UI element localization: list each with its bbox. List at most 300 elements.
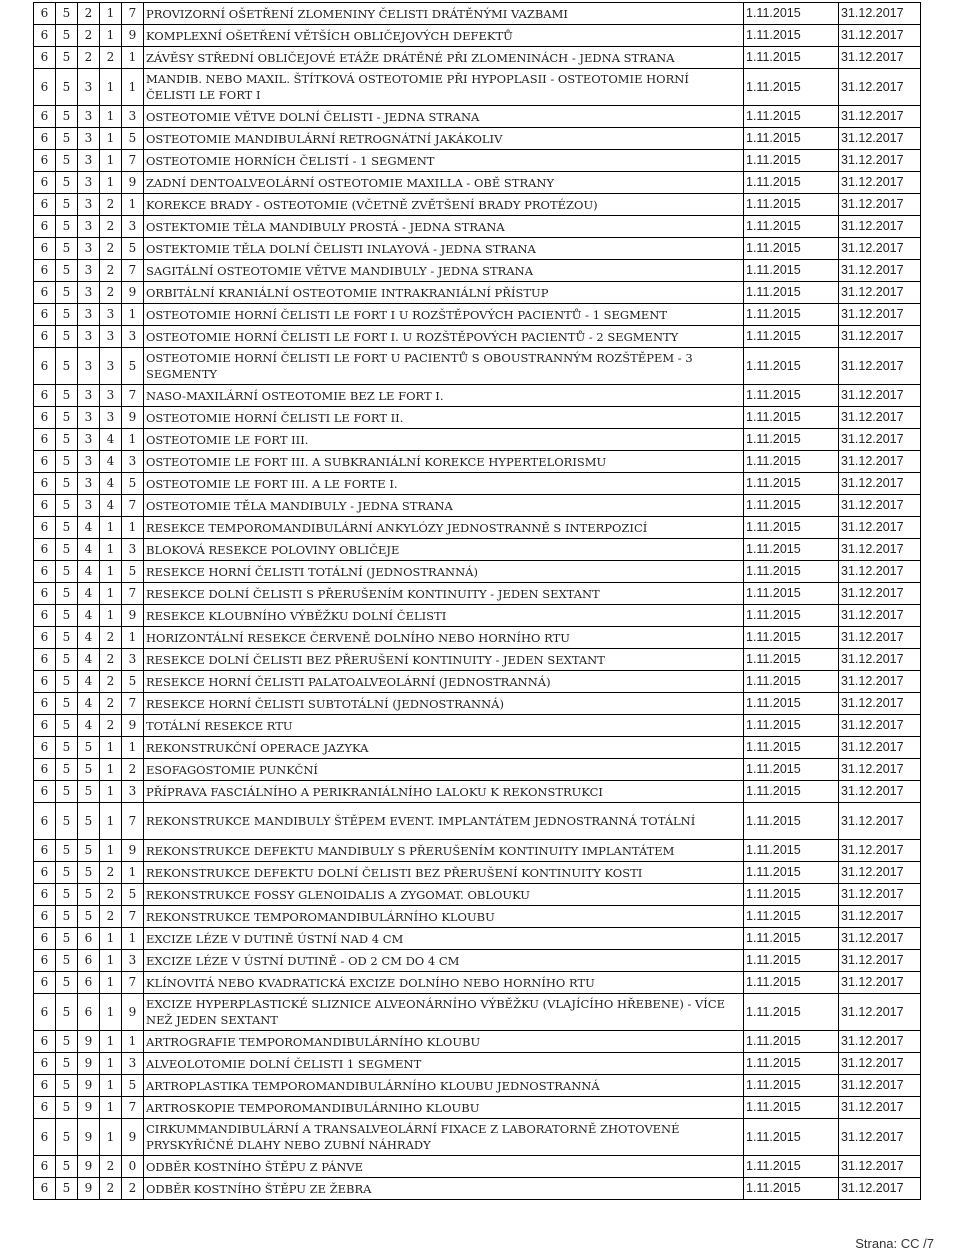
code-digit-cell: 7: [122, 385, 144, 407]
code-digit-cell: 3: [100, 385, 122, 407]
code-digit-cell: 1: [122, 69, 144, 106]
code-digit-cell: 6: [34, 517, 56, 539]
code-digit-cell: 3: [100, 348, 122, 385]
valid-from-cell: 1.11.2015: [744, 1031, 839, 1053]
table-row: [34, 605, 921, 627]
code-digit-cell: 5: [56, 260, 78, 282]
table-row: [34, 326, 921, 348]
code-digit-cell: 5: [78, 759, 100, 781]
table-row: [34, 781, 921, 803]
code-digit-cell: 6: [34, 216, 56, 238]
valid-to-cell: 31.12.2017: [839, 649, 921, 671]
code-digit-cell: 6: [34, 304, 56, 326]
code-digit-cell: 6: [78, 994, 100, 1031]
valid-to-cell: 31.12.2017: [839, 25, 921, 47]
code-digit-cell: 2: [100, 216, 122, 238]
code-digit-cell: 5: [56, 884, 78, 906]
valid-from-cell: 1.11.2015: [744, 260, 839, 282]
code-digit-cell: 5: [56, 407, 78, 429]
code-digit-cell: 5: [122, 1075, 144, 1097]
code-digit-cell: 7: [122, 693, 144, 715]
procedure-name-cell: OSTEOTOMIE LE FORT III.: [144, 429, 744, 451]
code-digit-cell: 3: [78, 216, 100, 238]
code-digit-cell: 9: [122, 282, 144, 304]
code-digit-cell: 3: [122, 326, 144, 348]
table-row: [34, 106, 921, 128]
code-digit-cell: 5: [78, 906, 100, 928]
valid-from-cell: 1.11.2015: [744, 649, 839, 671]
code-digit-cell: 5: [122, 671, 144, 693]
table-row: [34, 194, 921, 216]
code-digit-cell: 5: [56, 862, 78, 884]
code-digit-cell: 2: [100, 906, 122, 928]
code-digit-cell: 5: [56, 737, 78, 759]
valid-to-cell: 31.12.2017: [839, 407, 921, 429]
code-digit-cell: 6: [34, 561, 56, 583]
valid-to-cell: 31.12.2017: [839, 1178, 921, 1200]
code-digit-cell: 5: [56, 715, 78, 737]
procedure-name-cell: CIRKUMMANDIBULÁRNÍ A TRANSALVEOLÁRNÍ FIXACE Z LABORATORNĚ ZHOTOVENÉ PRYSKYŘIČNÉ DLAHY NEBO ZUBNÍ NÁHRADY: [144, 1119, 744, 1156]
procedure-name-cell: REKONSTRUKCE TEMPOROMANDIBULÁRNÍHO KLOUBU: [144, 906, 744, 928]
valid-to-cell: 31.12.2017: [839, 326, 921, 348]
code-digit-cell: 9: [122, 407, 144, 429]
code-digit-cell: 6: [34, 605, 56, 627]
code-digit-cell: 9: [78, 1119, 100, 1156]
valid-from-cell: 1.11.2015: [744, 150, 839, 172]
code-digit-cell: 1: [122, 627, 144, 649]
code-digit-cell: 4: [78, 605, 100, 627]
code-digit-cell: 3: [78, 260, 100, 282]
valid-from-cell: 1.11.2015: [744, 216, 839, 238]
valid-from-cell: 1.11.2015: [744, 605, 839, 627]
procedure-name-cell: PROVIZORNÍ OŠETŘENÍ ZLOMENINY ČELISTI DRÁTĚNÝMI VAZBAMI: [144, 3, 744, 25]
valid-from-cell: 1.11.2015: [744, 840, 839, 862]
code-digit-cell: 6: [34, 47, 56, 69]
procedure-name-cell: EXCIZE HYPERPLASTICKÉ SLIZNICE ALVEONÁRNÍHO VÝBĚŽKU (VLAJÍCÍHO HŘEBENE) - VÍCE NEŽ JEDEN SEXTANT: [144, 994, 744, 1031]
code-digit-cell: 1: [100, 928, 122, 950]
valid-from-cell: 1.11.2015: [744, 25, 839, 47]
code-digit-cell: 1: [100, 737, 122, 759]
code-digit-cell: 1: [100, 1031, 122, 1053]
procedure-name-cell: REKONSTRUKCE FOSSY GLENOIDALIS A ZYGOMAT. OBLOUKU: [144, 884, 744, 906]
code-digit-cell: 3: [78, 282, 100, 304]
table-row: [34, 495, 921, 517]
valid-from-cell: 1.11.2015: [744, 906, 839, 928]
procedure-name-cell: OSTEKTOMIE TĚLA DOLNÍ ČELISTI INLAYOVÁ - JEDNA STRANA: [144, 238, 744, 260]
code-digit-cell: 3: [100, 326, 122, 348]
code-digit-cell: 6: [34, 1075, 56, 1097]
code-digit-cell: 0: [122, 1156, 144, 1178]
valid-to-cell: 31.12.2017: [839, 1097, 921, 1119]
code-digit-cell: 7: [122, 583, 144, 605]
valid-to-cell: 31.12.2017: [839, 605, 921, 627]
table-row: [34, 25, 921, 47]
code-digit-cell: 6: [34, 840, 56, 862]
code-digit-cell: 1: [100, 25, 122, 47]
code-digit-cell: 5: [56, 950, 78, 972]
code-digit-cell: 2: [100, 862, 122, 884]
valid-to-cell: 31.12.2017: [839, 128, 921, 150]
code-digit-cell: 6: [34, 282, 56, 304]
table-row: [34, 429, 921, 451]
code-digit-cell: 1: [100, 172, 122, 194]
valid-from-cell: 1.11.2015: [744, 106, 839, 128]
valid-from-cell: 1.11.2015: [744, 803, 839, 840]
valid-to-cell: 31.12.2017: [839, 517, 921, 539]
code-digit-cell: 3: [122, 106, 144, 128]
code-digit-cell: 4: [100, 495, 122, 517]
valid-to-cell: 31.12.2017: [839, 906, 921, 928]
valid-to-cell: 31.12.2017: [839, 69, 921, 106]
code-digit-cell: 2: [122, 759, 144, 781]
table-row: [34, 282, 921, 304]
code-digit-cell: 6: [34, 539, 56, 561]
code-digit-cell: 4: [78, 583, 100, 605]
valid-to-cell: 31.12.2017: [839, 884, 921, 906]
table-row: [34, 840, 921, 862]
code-digit-cell: 6: [34, 172, 56, 194]
code-digit-cell: 3: [78, 128, 100, 150]
code-digit-cell: 6: [34, 803, 56, 840]
code-digit-cell: 6: [34, 260, 56, 282]
code-digit-cell: 3: [122, 649, 144, 671]
code-digit-cell: 6: [34, 1053, 56, 1075]
code-digit-cell: 4: [78, 627, 100, 649]
code-digit-cell: 2: [100, 238, 122, 260]
valid-to-cell: 31.12.2017: [839, 715, 921, 737]
code-digit-cell: 5: [122, 128, 144, 150]
procedure-name-cell: KOMPLEXNÍ OŠETŘENÍ VĚTŠÍCH OBLIČEJOVÝCH DEFEKTŮ: [144, 25, 744, 47]
code-digit-cell: 9: [122, 25, 144, 47]
valid-to-cell: 31.12.2017: [839, 3, 921, 25]
table-row: [34, 3, 921, 25]
valid-to-cell: 31.12.2017: [839, 282, 921, 304]
code-digit-cell: 9: [78, 1156, 100, 1178]
valid-from-cell: 1.11.2015: [744, 884, 839, 906]
code-digit-cell: 9: [122, 840, 144, 862]
procedure-name-cell: ORBITÁLNÍ KRANIÁLNÍ OSTEOTOMIE INTRAKRANIÁLNÍ PŘÍSTUP: [144, 282, 744, 304]
procedure-name-cell: OSTEOTOMIE HORNÍ ČELISTI LE FORT I. U ROZŠTĚPOVÝCH PACIENTŮ - 2 SEGMENTY: [144, 326, 744, 348]
procedure-name-cell: ESOFAGOSTOMIE PUNKČNÍ: [144, 759, 744, 781]
table-row: [34, 649, 921, 671]
code-digit-cell: 5: [56, 304, 78, 326]
code-digit-cell: 6: [34, 326, 56, 348]
valid-to-cell: 31.12.2017: [839, 561, 921, 583]
code-digit-cell: 3: [78, 429, 100, 451]
code-digit-cell: 4: [100, 451, 122, 473]
valid-from-cell: 1.11.2015: [744, 348, 839, 385]
code-digit-cell: 5: [78, 862, 100, 884]
code-digit-cell: 1: [122, 517, 144, 539]
code-digit-cell: 6: [34, 69, 56, 106]
code-digit-cell: 3: [78, 451, 100, 473]
code-digit-cell: 6: [34, 451, 56, 473]
table-row: [34, 1053, 921, 1075]
code-digit-cell: 3: [122, 1053, 144, 1075]
code-digit-cell: 3: [122, 451, 144, 473]
valid-to-cell: 31.12.2017: [839, 304, 921, 326]
procedure-name-cell: OSTEOTOMIE TĚLA MANDIBULY - JEDNA STRANA: [144, 495, 744, 517]
valid-to-cell: 31.12.2017: [839, 1156, 921, 1178]
code-digit-cell: 7: [122, 260, 144, 282]
code-digit-cell: 7: [122, 972, 144, 994]
code-digit-cell: 5: [56, 451, 78, 473]
valid-to-cell: 31.12.2017: [839, 216, 921, 238]
code-digit-cell: 6: [34, 1178, 56, 1200]
code-digit-cell: 6: [34, 906, 56, 928]
code-digit-cell: 2: [122, 1178, 144, 1200]
valid-to-cell: 31.12.2017: [839, 840, 921, 862]
valid-from-cell: 1.11.2015: [744, 385, 839, 407]
table-row: [34, 715, 921, 737]
code-digit-cell: 2: [100, 671, 122, 693]
valid-to-cell: 31.12.2017: [839, 473, 921, 495]
valid-from-cell: 1.11.2015: [744, 1075, 839, 1097]
code-digit-cell: 5: [56, 906, 78, 928]
valid-from-cell: 1.11.2015: [744, 759, 839, 781]
valid-to-cell: 31.12.2017: [839, 150, 921, 172]
code-digit-cell: 4: [100, 429, 122, 451]
code-digit-cell: 6: [34, 194, 56, 216]
code-digit-cell: 6: [34, 737, 56, 759]
procedure-name-cell: RESEKCE TEMPOROMANDIBULÁRNÍ ANKYLÓZY JEDNOSTRANNĚ S INTERPOZICÍ: [144, 517, 744, 539]
code-digit-cell: 9: [122, 994, 144, 1031]
procedure-name-cell: EXCIZE LÉZE V DUTINĚ ÚSTNÍ NAD 4 CM: [144, 928, 744, 950]
code-digit-cell: 6: [34, 495, 56, 517]
procedure-name-cell: REKONSTRUKCE DEFEKTU DOLNÍ ČELISTI BEZ PŘERUŠENÍ KONTINUITY KOSTI: [144, 862, 744, 884]
code-digit-cell: 1: [100, 106, 122, 128]
code-digit-cell: 7: [122, 150, 144, 172]
code-digit-cell: 4: [78, 539, 100, 561]
code-digit-cell: 7: [122, 803, 144, 840]
code-digit-cell: 7: [122, 906, 144, 928]
valid-to-cell: 31.12.2017: [839, 451, 921, 473]
code-digit-cell: 5: [56, 671, 78, 693]
procedure-name-cell: OSTEOTOMIE HORNÍ ČELISTI LE FORT I U ROZŠTĚPOVÝCH PACIENTŮ - 1 SEGMENT: [144, 304, 744, 326]
code-digit-cell: 9: [122, 1119, 144, 1156]
code-digit-cell: 5: [56, 429, 78, 451]
table-row: [34, 972, 921, 994]
code-digit-cell: 5: [56, 473, 78, 495]
valid-from-cell: 1.11.2015: [744, 928, 839, 950]
code-digit-cell: 6: [34, 627, 56, 649]
valid-from-cell: 1.11.2015: [744, 517, 839, 539]
code-digit-cell: 5: [56, 583, 78, 605]
procedure-name-cell: ARTROPLASTIKA TEMPOROMANDIBULÁRNÍHO KLOUBU JEDNOSTRANNÁ: [144, 1075, 744, 1097]
valid-from-cell: 1.11.2015: [744, 1178, 839, 1200]
procedure-table-body: [34, 3, 921, 1200]
code-digit-cell: 1: [100, 1119, 122, 1156]
valid-to-cell: 31.12.2017: [839, 539, 921, 561]
code-digit-cell: 3: [100, 407, 122, 429]
code-digit-cell: 9: [122, 715, 144, 737]
valid-from-cell: 1.11.2015: [744, 326, 839, 348]
table-row: [34, 451, 921, 473]
code-digit-cell: 5: [78, 781, 100, 803]
valid-to-cell: 31.12.2017: [839, 260, 921, 282]
table-row: [34, 884, 921, 906]
code-digit-cell: 1: [122, 47, 144, 69]
table-row: [34, 348, 921, 385]
valid-from-cell: 1.11.2015: [744, 1119, 839, 1156]
valid-to-cell: 31.12.2017: [839, 928, 921, 950]
table-row: [34, 1075, 921, 1097]
code-digit-cell: 6: [34, 1156, 56, 1178]
code-digit-cell: 6: [34, 1031, 56, 1053]
valid-from-cell: 1.11.2015: [744, 693, 839, 715]
code-digit-cell: 2: [78, 25, 100, 47]
procedure-name-cell: RESEKCE HORNÍ ČELISTI TOTÁLNÍ (JEDNOSTRANNÁ): [144, 561, 744, 583]
code-digit-cell: 2: [100, 47, 122, 69]
valid-from-cell: 1.11.2015: [744, 561, 839, 583]
code-digit-cell: 5: [56, 150, 78, 172]
code-digit-cell: 5: [56, 282, 78, 304]
code-digit-cell: 2: [100, 627, 122, 649]
code-digit-cell: 3: [78, 348, 100, 385]
code-digit-cell: 9: [78, 1031, 100, 1053]
procedure-name-cell: RESEKCE HORNÍ ČELISTI SUBTOTÁLNÍ (JEDNOSTRANNÁ): [144, 693, 744, 715]
code-digit-cell: 5: [56, 693, 78, 715]
code-digit-cell: 9: [78, 1053, 100, 1075]
table-row: [34, 385, 921, 407]
valid-from-cell: 1.11.2015: [744, 539, 839, 561]
procedure-name-cell: OSTEOTOMIE HORNÍ ČELISTI LE FORT II.: [144, 407, 744, 429]
valid-to-cell: 31.12.2017: [839, 737, 921, 759]
procedure-name-cell: OSTEOTOMIE VĚTVE DOLNÍ ČELISTI - JEDNA STRANA: [144, 106, 744, 128]
code-digit-cell: 1: [122, 862, 144, 884]
code-digit-cell: 3: [78, 150, 100, 172]
code-digit-cell: 6: [34, 950, 56, 972]
code-digit-cell: 6: [34, 781, 56, 803]
code-digit-cell: 6: [34, 649, 56, 671]
code-digit-cell: 4: [78, 561, 100, 583]
code-digit-cell: 2: [100, 649, 122, 671]
code-digit-cell: 9: [78, 1075, 100, 1097]
table-row: [34, 473, 921, 495]
valid-from-cell: 1.11.2015: [744, 737, 839, 759]
valid-to-cell: 31.12.2017: [839, 803, 921, 840]
code-digit-cell: 6: [34, 348, 56, 385]
code-digit-cell: 1: [100, 972, 122, 994]
code-digit-cell: 5: [56, 840, 78, 862]
code-digit-cell: 5: [56, 69, 78, 106]
table-row: [34, 47, 921, 69]
code-digit-cell: 2: [100, 693, 122, 715]
code-digit-cell: 3: [78, 473, 100, 495]
valid-from-cell: 1.11.2015: [744, 715, 839, 737]
valid-from-cell: 1.11.2015: [744, 172, 839, 194]
valid-from-cell: 1.11.2015: [744, 429, 839, 451]
procedure-name-cell: OSTEKTOMIE TĚLA MANDIBULY PROSTÁ - JEDNA STRANA: [144, 216, 744, 238]
code-digit-cell: 5: [56, 517, 78, 539]
valid-from-cell: 1.11.2015: [744, 194, 839, 216]
code-digit-cell: 5: [56, 128, 78, 150]
table-row: [34, 671, 921, 693]
code-digit-cell: 1: [122, 304, 144, 326]
valid-to-cell: 31.12.2017: [839, 583, 921, 605]
table-row: [34, 1119, 921, 1156]
code-digit-cell: 1: [122, 194, 144, 216]
table-row: [34, 216, 921, 238]
procedure-name-cell: ODBĚR KOSTNÍHO ŠTĚPU ZE ŽEBRA: [144, 1178, 744, 1200]
code-digit-cell: 6: [34, 429, 56, 451]
code-digit-cell: 1: [122, 928, 144, 950]
code-digit-cell: 4: [78, 693, 100, 715]
code-digit-cell: 9: [78, 1097, 100, 1119]
procedure-name-cell: RESEKCE HORNÍ ČELISTI PALATOALVEOLÁRNÍ (JEDNOSTRANNÁ): [144, 671, 744, 693]
code-digit-cell: 5: [56, 994, 78, 1031]
valid-to-cell: 31.12.2017: [839, 994, 921, 1031]
procedure-name-cell: REKONSTRUKČNÍ OPERACE JAZYKA: [144, 737, 744, 759]
code-digit-cell: 1: [100, 128, 122, 150]
table-row: [34, 928, 921, 950]
table-row: [34, 759, 921, 781]
code-digit-cell: 5: [56, 1031, 78, 1053]
code-digit-cell: 5: [56, 781, 78, 803]
valid-from-cell: 1.11.2015: [744, 862, 839, 884]
valid-to-cell: 31.12.2017: [839, 627, 921, 649]
valid-from-cell: 1.11.2015: [744, 627, 839, 649]
code-digit-cell: 5: [56, 1053, 78, 1075]
code-digit-cell: 5: [56, 238, 78, 260]
table-row: [34, 906, 921, 928]
code-digit-cell: 1: [122, 1031, 144, 1053]
code-digit-cell: 6: [34, 385, 56, 407]
code-digit-cell: 1: [100, 840, 122, 862]
valid-to-cell: 31.12.2017: [839, 348, 921, 385]
code-digit-cell: 6: [78, 928, 100, 950]
code-digit-cell: 4: [78, 715, 100, 737]
code-digit-cell: 3: [78, 238, 100, 260]
table-row: [34, 238, 921, 260]
code-digit-cell: 3: [78, 69, 100, 106]
procedure-name-cell: TOTÁLNÍ RESEKCE RTU: [144, 715, 744, 737]
code-digit-cell: 6: [34, 473, 56, 495]
table-row: [34, 150, 921, 172]
code-digit-cell: 7: [122, 495, 144, 517]
code-digit-cell: 3: [78, 304, 100, 326]
code-digit-cell: 6: [34, 928, 56, 950]
code-digit-cell: 5: [122, 348, 144, 385]
table-row: [34, 172, 921, 194]
code-digit-cell: 6: [34, 106, 56, 128]
valid-from-cell: 1.11.2015: [744, 994, 839, 1031]
code-digit-cell: 3: [100, 304, 122, 326]
code-digit-cell: 4: [78, 649, 100, 671]
valid-from-cell: 1.11.2015: [744, 451, 839, 473]
code-digit-cell: 6: [34, 862, 56, 884]
valid-from-cell: 1.11.2015: [744, 128, 839, 150]
table-row: [34, 128, 921, 150]
table-row: [34, 1097, 921, 1119]
code-digit-cell: 5: [56, 25, 78, 47]
code-digit-cell: 6: [34, 3, 56, 25]
code-digit-cell: 6: [34, 238, 56, 260]
procedure-name-cell: OSTEOTOMIE HORNÍ ČELISTI LE FORT U PACIENTŮ S OBOUSTRANNÝM ROZŠTĚPEM - 3 SEGMENTY: [144, 348, 744, 385]
code-digit-cell: 9: [122, 605, 144, 627]
procedure-name-cell: BLOKOVÁ RESEKCE POLOVINY OBLIČEJE: [144, 539, 744, 561]
code-digit-cell: 3: [78, 385, 100, 407]
table-row: [34, 1178, 921, 1200]
table-row: [34, 693, 921, 715]
code-digit-cell: 1: [100, 1075, 122, 1097]
code-digit-cell: 5: [78, 884, 100, 906]
procedure-name-cell: OSTEOTOMIE HORNÍCH ČELISTÍ - 1 SEGMENT: [144, 150, 744, 172]
table-row: [34, 737, 921, 759]
table-row: [34, 994, 921, 1031]
code-digit-cell: 2: [100, 884, 122, 906]
table-row: [34, 1156, 921, 1178]
